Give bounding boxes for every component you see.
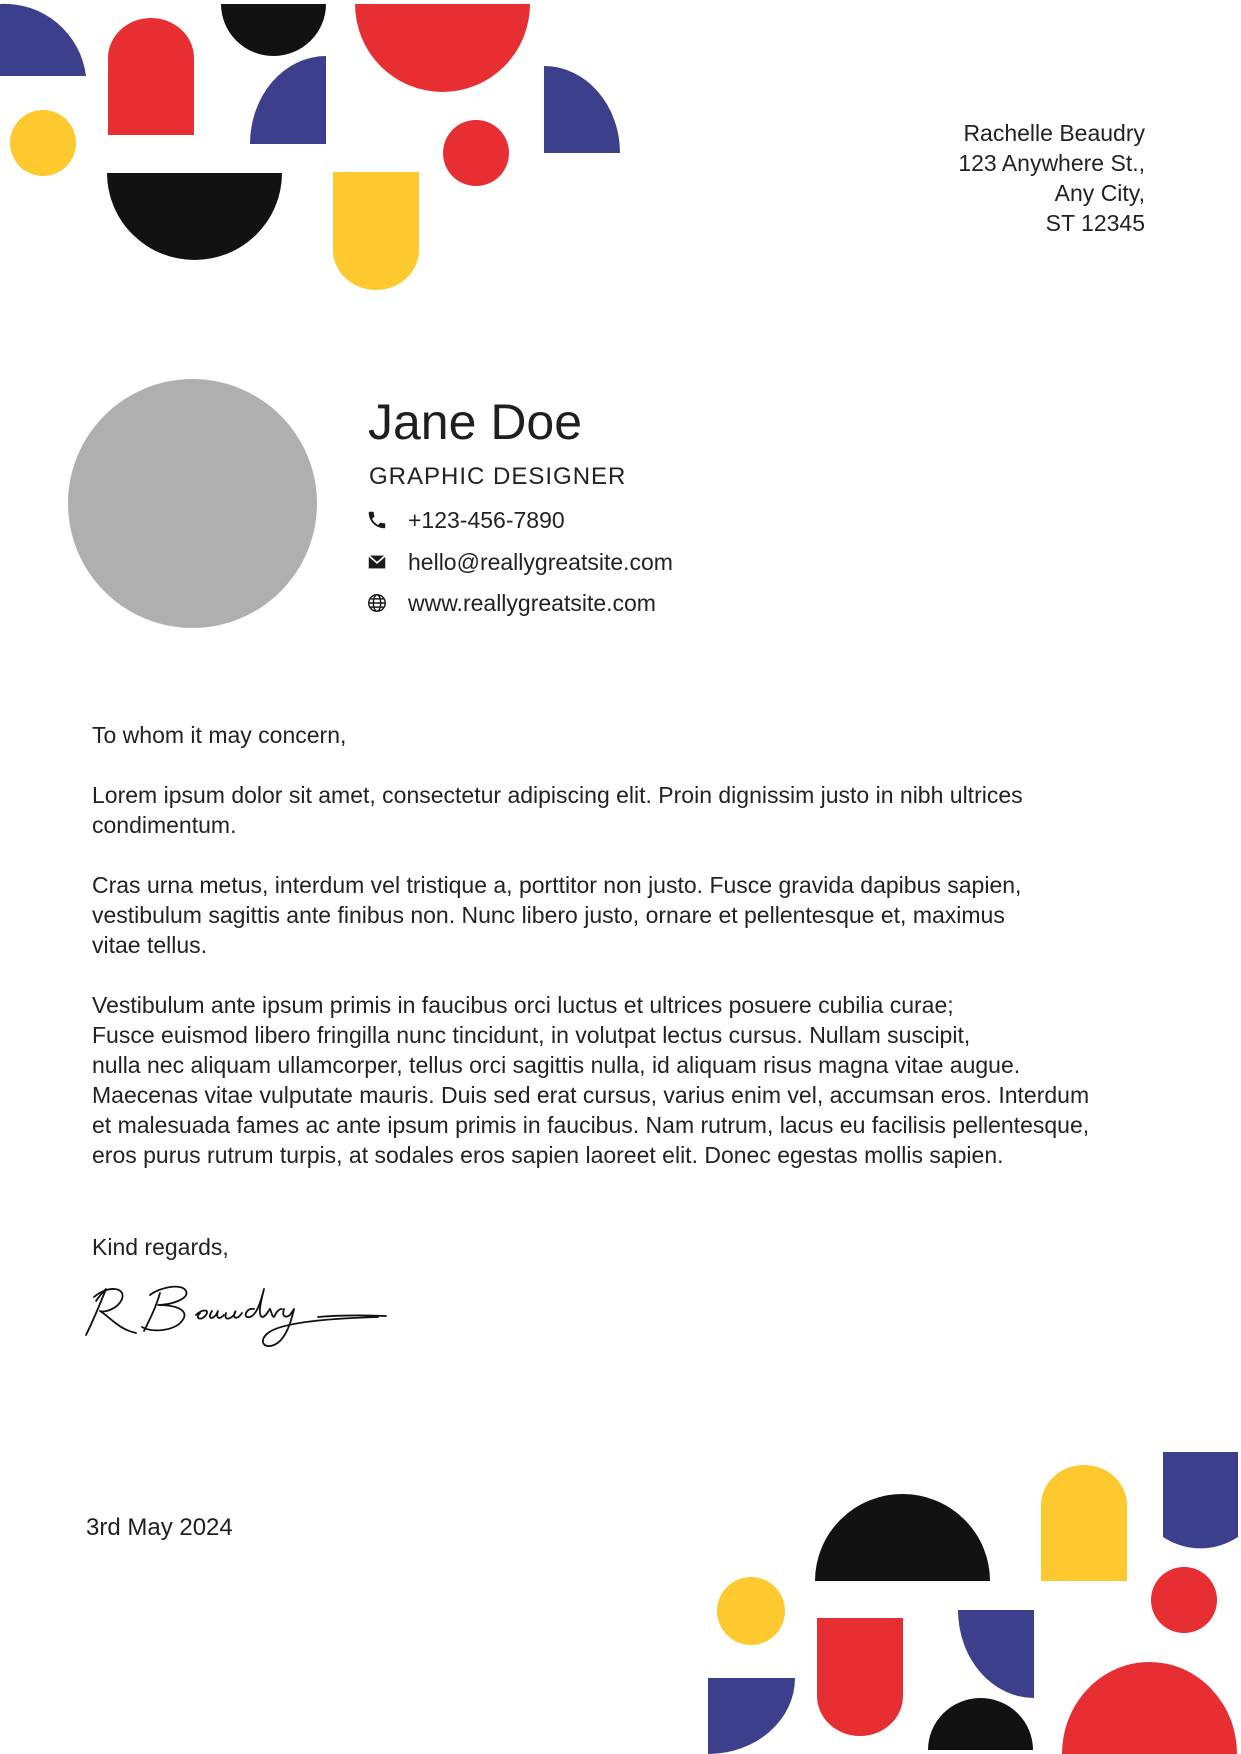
red-arch-shape [108, 18, 194, 135]
blue-quarter-circle-shape [544, 66, 620, 153]
paragraph-line: Cras urna metus, interdum vel tristique a, porttitor non justo. Fusce gravida dapibus sapien, [92, 872, 1022, 898]
yellow-arch-shape [1041, 1465, 1127, 1581]
paragraph-line: Vestibulum ante ipsum primis in faucibus orci luctus et ultrices posuere cubilia curae; [92, 992, 954, 1018]
envelope-icon [366, 551, 388, 573]
paragraph-line: Lorem ipsum dolor sit amet, consectetur adipiscing elit. Proin dignissim justo in nibh ultrices [92, 782, 1023, 808]
globe-icon [366, 592, 388, 614]
red-circle-shape [1151, 1567, 1217, 1633]
letter-body [92, 720, 1162, 1200]
salutation: To whom it may concern, [92, 722, 347, 748]
red-arch-shape [817, 1618, 903, 1736]
paragraph-line: nulla nec aliquam ullamcorper, tellus orci sagittis nulla, id aliquam risus magna vitae augue. [92, 1052, 1021, 1078]
red-half-circle-shape [1062, 1662, 1237, 1754]
red-half-circle-shape [355, 4, 530, 92]
top-decoration [0, 0, 640, 300]
blue-quarter-circle-shape [958, 1610, 1034, 1698]
black-half-circle-shape [221, 4, 326, 56]
black-half-circle-shape [107, 173, 282, 260]
phone-icon [366, 509, 388, 531]
recipient-address [745, 118, 1145, 238]
black-half-circle-shape [928, 1698, 1033, 1750]
closing: Kind regards, [92, 1234, 229, 1260]
blue-quarter-circle-shape [250, 56, 326, 144]
letter-date: 3rd May 2024 [86, 1514, 233, 1541]
recipient-city: Any City, [1054, 180, 1145, 206]
recipient-street: 123 Anywhere St., [958, 150, 1145, 176]
blue-quarter-circle-shape [0, 4, 86, 76]
paragraph-line: vitae tellus. [92, 932, 208, 958]
paragraph-line: et malesuada fames ac ante ipsum primis in faucibus. Nam rutrum, lacus eu facilisis pellentesque, [92, 1112, 1090, 1138]
blue-quarter-circle-shape [708, 1678, 795, 1754]
red-circle-shape [443, 120, 509, 186]
yellow-circle-shape [717, 1577, 785, 1645]
signature-image [78, 1275, 398, 1355]
contact-phone [366, 503, 565, 537]
paragraph-line: condimentum. [92, 812, 237, 838]
paragraph-3 [92, 990, 1162, 1170]
blue-quarter-circle-shape [1163, 1452, 1238, 1548]
contact-website-text: www.reallygreatsite.com [408, 589, 656, 616]
sender-title: GRAPHIC DESIGNER [369, 463, 627, 490]
paragraph-1 [92, 780, 1162, 840]
paragraph-line: eros purus rutrum turpis, at sodales eros sapien laoreet elit. Donec egestas mollis sapien. [92, 1142, 1004, 1168]
paragraph-2 [92, 870, 1162, 960]
contact-phone-text: +123-456-7890 [408, 506, 565, 533]
bottom-decoration [700, 1440, 1241, 1754]
profile-photo-placeholder [68, 379, 317, 628]
paragraph-line: vestibulum sagittis ante finibus non. Nunc libero justo, ornare et pellentesque et, maximus [92, 902, 1005, 928]
paragraph-line: Fusce euismod libero fringilla nunc tincidunt, in volutpat lectus cursus. Nullam suscipit, [92, 1022, 971, 1048]
recipient-state-zip: ST 12345 [1045, 210, 1145, 236]
contact-email [366, 545, 673, 579]
contact-website [366, 586, 656, 620]
black-half-circle-shape [815, 1494, 990, 1581]
yellow-arch-shape [333, 172, 419, 290]
yellow-circle-shape [10, 110, 76, 176]
paragraph-line: Maecenas vitae vulputate mauris. Duis sed erat cursus, varius enim vel, accumsan eros. Interdum [92, 1082, 1090, 1108]
contact-email-text: hello@reallygreatsite.com [408, 548, 673, 575]
sender-name: Jane Doe [368, 394, 583, 450]
recipient-name: Rachelle Beaudry [963, 120, 1145, 146]
